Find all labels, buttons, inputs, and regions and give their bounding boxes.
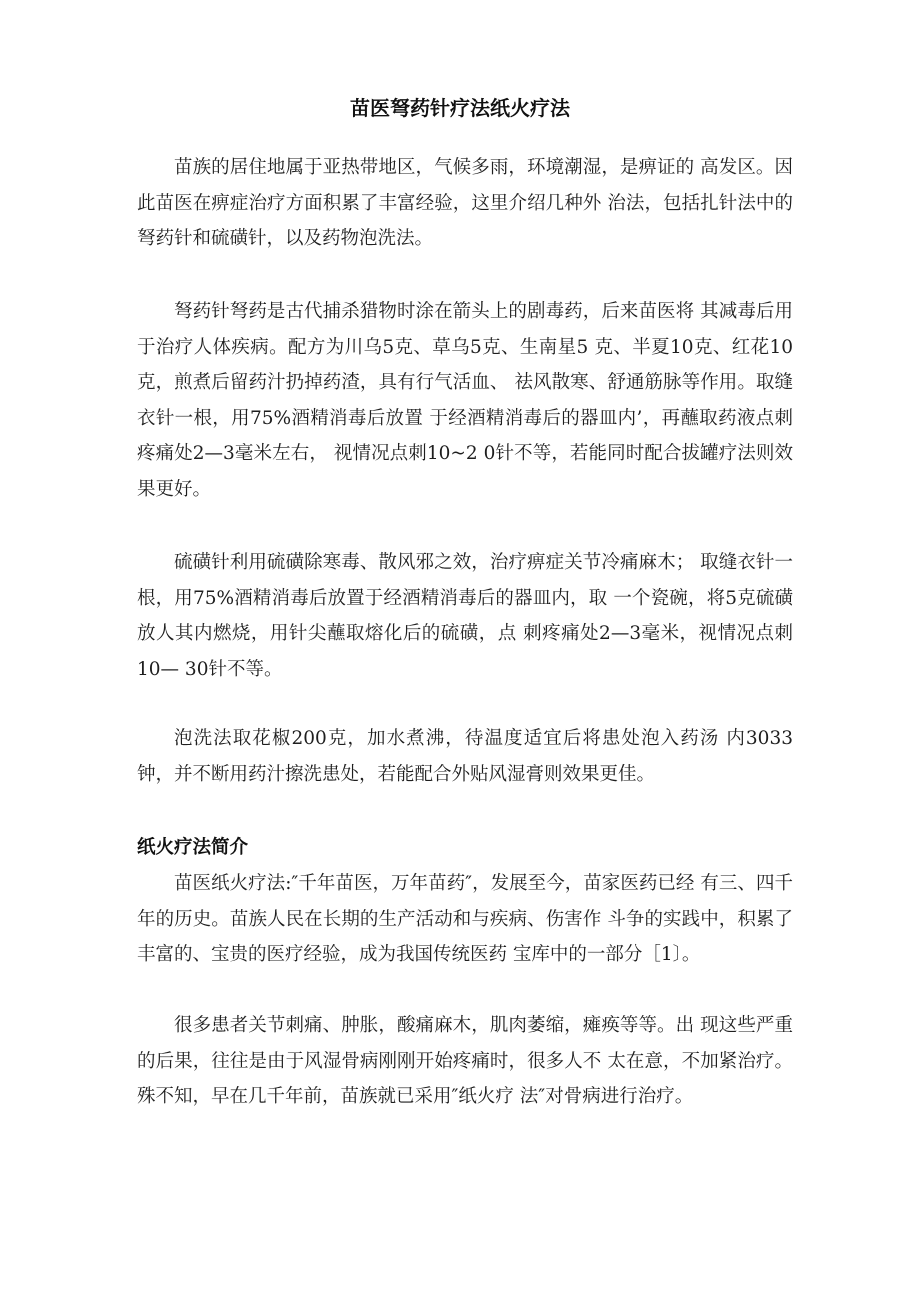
- section-heading: 纸火疗法简介: [137, 837, 249, 858]
- paragraph-intro: 苗族的居住地属于亚热带地区，气候多雨，环境潮湿，是痹证的 高发区。因此苗医在痹症治疗方面积累了丰富经验，这里介绍几种外 治法，包括扎针法中的弩药针和硫磺针，以及药物泡洗法。: [137, 157, 793, 249]
- paragraph-crossbow-needle: 弩药针弩药是古代捕杀猎物时涂在箭头上的剧毒药，后来苗医将 其减毒后用于治疗人体疾病。配方为川乌5克、草乌5克、生南星5 克、半夏10克、红花10克，煎煮后留药汁扔掉药渣，具有行气活血、 祛风散寒、舒通筋脉等作用。取缝衣针一根，用75%酒精消毒后放置 于经酒精消毒后的器皿内’，再蘸取药液点刺疼痛处2—3毫米左右， 视情况点刺10~2 0针不等，若能同时配合拔罐疗法则效果更好。: [137, 301, 793, 500]
- document-title: 苗医弩药针疗法纸火疗法: [350, 96, 570, 120]
- paragraph-sulfur-needle: 硫磺针利用硫磺除寒毒、散风邪之效，治疗痹症关节冷痛麻木； 取缝衣针一根，用75%酒精消毒后放置于经酒精消毒后的器皿内，取 一个瓷碗，将5克硫磺放人其内燃烧，用针尖蘸取熔化后的硫磺，点 刺疼痛处2—3毫米，视情况点刺10— 30针不等。: [137, 552, 793, 680]
- paragraph-paper-fire-symptoms: 很多患者关节刺痛、肿胀，酸痛麻木，肌肉萎缩，瘫痪等等。出 现这些严重的后果，往往是由于风湿骨病刚刚开始疼痛时，很多人不 太在意，不加紧治疗。殊不知，早在几千年前，苗族就已采用″纸火疗 法″对骨病进行治疗。: [137, 1015, 793, 1107]
- paragraph-soak-wash: 泡洗法取花椒200克，加水煮沸，待温度适宜后将患处泡入药汤 内3033钟，并不断用药汁擦洗患处，若能配合外贴风湿膏则效果更佳。: [137, 728, 793, 785]
- paragraph-paper-fire-history: 苗医纸火疗法:″千年苗医，万年苗药″，发展至今，苗家医药已经 有三、四千年的历史。苗族人民在长期的生产活动和与疾病、伤害作 斗争的实践中，积累了丰富的、宝贵的医疗经验，成为我国传统医药 宝库中的一部分［1〕。: [137, 873, 793, 965]
